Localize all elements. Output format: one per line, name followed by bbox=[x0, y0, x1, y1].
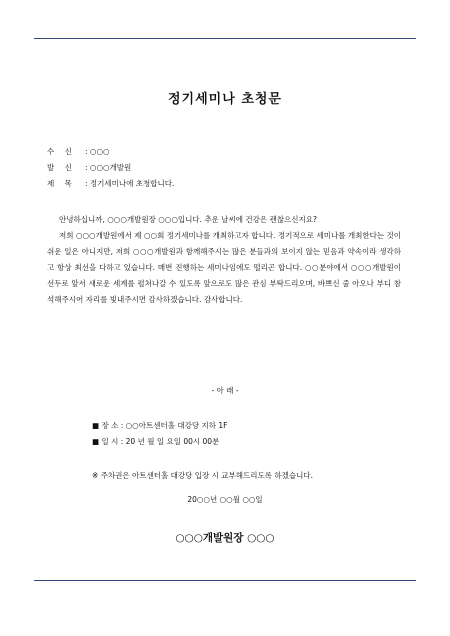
subject-value: : 정기세미나에 초청합니다. bbox=[85, 179, 175, 188]
main-paragraph: 저희 ○○○개발원에서 제 ○○회 정기세미나를 개최하고자 합니다. 정기적으로 세미나를 개최한다는 것이 쉬운 일은 아니지만, 저희 ○○○개발원과 함께해주시는 많은 분들과의 보이지 않는 믿음과 약속이라 생각하고 항상 최선을 다하고 있습니다. 매번 진행하는 세미나임에도 떨리곤 합니다. ○○분야에서 ○○○개발원이 선두로 앞서 새로운 세계를 펼쳐나갈 수 있도록 앞으로도 많은 관심 부탁드리오며, 바쁘신 줄 아오나 부디 참석해주시어 자리를 빛내주시면 감사하겠습니다. 감사합니다. bbox=[47, 231, 401, 304]
notice-heading: - 아 래 - bbox=[211, 386, 239, 395]
greeting-paragraph: 안녕하십니까, ○○○개발원장 ○○○입니다. 추운 날씨에 건강은 괜찮으신지요? bbox=[59, 215, 317, 224]
bottom-rule bbox=[34, 580, 416, 581]
sender-line bbox=[47, 162, 131, 173]
sender-value: : ○○○개발원 bbox=[85, 163, 132, 172]
parking-note: ※ 주차권은 아트센터홀 대강당 입장 시 교부해드리도록 하겠습니다. bbox=[92, 471, 313, 480]
recipient-label: 수 신 bbox=[47, 147, 76, 156]
letter-date: 20○○년 ○○월 ○○일 bbox=[187, 495, 263, 504]
subject-label: 제 목 bbox=[47, 179, 76, 188]
place-item: ■ 장 소 : ○○아트센터홀 대강당 지하 1F bbox=[92, 421, 228, 430]
recipient-line bbox=[47, 146, 110, 157]
subject-line bbox=[47, 178, 174, 189]
recipient-value: : ○○○ bbox=[85, 147, 110, 156]
document-title: 정기세미나 초청문 bbox=[168, 92, 282, 107]
sender-label: 발 신 bbox=[47, 163, 76, 172]
top-rule bbox=[34, 38, 416, 39]
time-item: ■ 일 시 : 20 년 월 일 요일 00시 00분 bbox=[92, 437, 220, 446]
signature: ○○○개발원장 ○○○ bbox=[175, 532, 275, 544]
letter-body bbox=[47, 212, 401, 308]
